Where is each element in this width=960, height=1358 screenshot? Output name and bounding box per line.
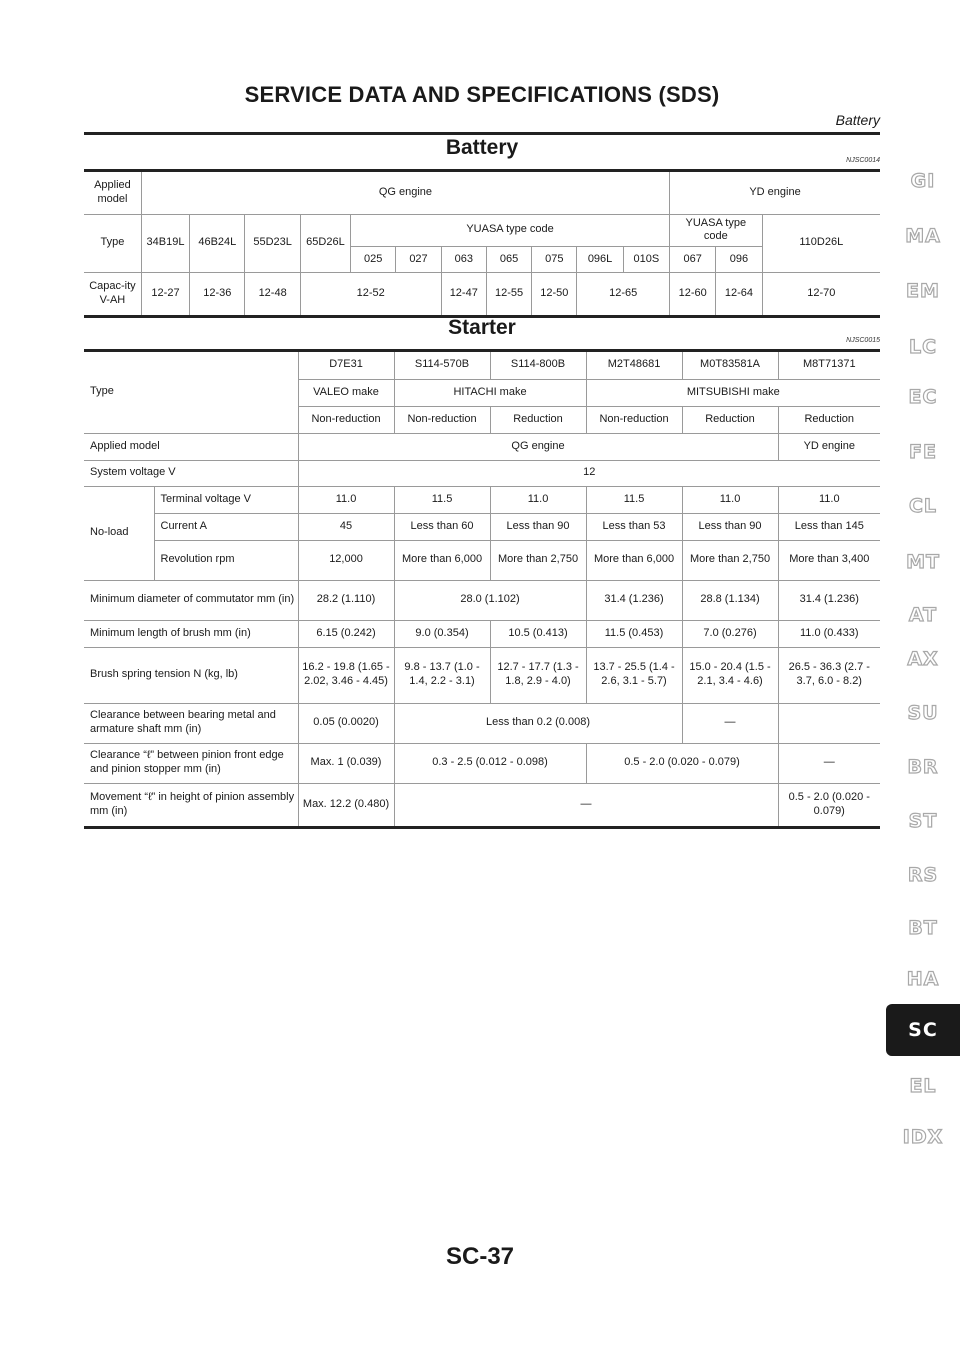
starter-reduction-cell: Non-reduction [394,406,490,433]
side-tab-br[interactable]: BR [907,756,939,778]
battery-capacity-label: Capac-ity V-AH [84,273,141,317]
battery-applied-row [84,172,880,214]
starter-pinion-clearance-label: Clearance “ℓ” between pinion front edge and pinion stopper mm (in) [84,743,298,783]
starter-current-cell: Less than 90 [490,513,586,540]
starter-spring-row [84,647,880,703]
page-number: SC-37 [445,1243,515,1270]
battery-yuasa-code: 075 [532,247,577,273]
starter-movement-cell: 0.5 - 2.0 (0.020 - 0.079) [778,783,880,827]
starter-yd-engine: YD engine [778,433,880,460]
starter-type-label: Type [84,352,298,433]
starter-reduction-cell: Non-reduction [586,406,682,433]
starter-revolution-cell: More than 3,400 [778,540,880,580]
side-tab-sc-active[interactable]: SC [886,1004,960,1056]
battery-applied-label: Applied model [84,172,141,214]
side-tab-ax[interactable]: AX [907,648,939,670]
side-tab-el[interactable]: EL [909,1075,937,1097]
starter-brush-length-cell: 9.0 (0.354) [394,620,490,647]
starter-spring-cell: 9.8 - 13.7 (1.0 - 1.4, 2.2 - 3.1) [394,647,490,703]
starter-reduction-cell: Reduction [490,406,586,433]
battery-type-label: Type [84,214,141,273]
starter-model-row [84,352,880,379]
battery-qg-engine: QG engine [141,172,669,214]
page-header-title: SERVICE DATA AND SPECIFICATIONS (SDS) [244,82,720,107]
side-tab-ma[interactable]: MA [905,225,941,247]
battery-yuasa-code: 010S [623,247,669,273]
starter-brush-length-cell: 11.5 (0.453) [586,620,682,647]
side-tab-ec[interactable]: EC [908,386,938,408]
starter-terminal-cell: 11.0 [298,486,394,513]
starter-current-cell: Less than 90 [682,513,778,540]
battery-capacity-cell: 12-50 [532,273,577,317]
starter-reduction-cell: Non-reduction [298,406,394,433]
starter-commutator-cell: 28.0 (1.102) [394,580,586,620]
starter-terminal-label: Terminal voltage V [154,486,298,513]
starter-spring-cell: 15.0 - 20.4 (1.5 - 2.1, 3.4 - 4.6) [682,647,778,703]
starter-current-cell: 45 [298,513,394,540]
starter-voltage-row [84,460,880,486]
side-tab-lc[interactable]: LC [908,336,938,358]
battery-type-cell: 46B24L [190,214,245,273]
starter-noload-label: No-load [84,486,154,580]
starter-spring-cell: 13.7 - 25.5 (1.4 - 2.6, 3.1 - 5.7) [586,647,682,703]
starter-spring-cell: 16.2 - 19.8 (1.65 - 2.02, 3.46 - 4.45) [298,647,394,703]
starter-model-cell: S114-800B [490,352,586,379]
header-rule [84,132,880,135]
battery-yd-type: 110D26L [762,214,880,273]
battery-capacity-cell: 12-60 [670,273,716,317]
side-tab-ha[interactable]: HA [906,968,940,990]
side-tab-idx[interactable]: IDX [902,1126,944,1148]
starter-terminal-row [84,486,880,513]
side-tab-st[interactable]: ST [908,810,938,832]
starter-commutator-cell: 31.4 (1.236) [778,580,880,620]
battery-capacity-cell: 12-70 [762,273,880,317]
side-tab-bt[interactable]: BT [908,917,938,939]
battery-capacity-cell: 12-47 [441,273,486,317]
starter-spring-cell: 26.5 - 36.3 (2.7 - 3.7, 6.0 - 8.2) [778,647,880,703]
starter-terminal-cell: 11.0 [490,486,586,513]
starter-make-cell: VALEO make [298,379,394,406]
starter-bearing-row [84,703,880,743]
battery-capacity-cell: 12-52 [300,273,441,317]
starter-current-cell: Less than 53 [586,513,682,540]
starter-commutator-row [84,580,880,620]
battery-yuasa-code: 027 [396,247,441,273]
battery-yuasa-code: 096 [716,247,762,273]
starter-movement-cell: Max. 12.2 (0.480) [298,783,394,827]
starter-brush-length-label: Minimum length of brush mm (in) [84,620,298,647]
battery-yuasa-label: YUASA type code [351,214,670,247]
starter-pinion-clearance-cell: Max. 1 (0.039) [298,743,394,783]
starter-section-title: Starter [448,316,516,339]
starter-spring-cell: 12.7 - 17.7 (1.3 - 1.8, 2.9 - 4.0) [490,647,586,703]
starter-current-row [84,513,880,540]
side-tab-at[interactable]: AT [908,604,938,626]
battery-yuasa-code: 063 [441,247,486,273]
starter-qg-engine: QG engine [298,433,778,460]
starter-current-cell: Less than 145 [778,513,880,540]
starter-current-label: Current A [154,513,298,540]
battery-type-cell: 55D23L [245,214,300,273]
starter-model-cell: S114-570B [394,352,490,379]
starter-bearing-label: Clearance between bearing metal and armature shaft mm (in) [84,703,298,743]
battery-spec-table [84,172,880,318]
starter-brush-length-row [84,620,880,647]
side-tab-rs[interactable]: RS [907,864,939,886]
battery-yd-engine: YD engine [670,172,880,214]
starter-spring-label: Brush spring tension N (kg, lb) [84,647,298,703]
starter-spec-table [84,352,880,829]
starter-brush-length-cell: 10.5 (0.413) [490,620,586,647]
starter-voltage-value: 12 [298,460,880,486]
starter-applied-row [84,433,880,460]
page-header-subtitle: Battery [835,112,880,128]
starter-current-cell: Less than 60 [394,513,490,540]
battery-yuasa-code: 025 [351,247,396,273]
battery-yuasa-code: 096L [577,247,623,273]
starter-terminal-cell: 11.5 [586,486,682,513]
starter-make-cell: MITSUBISHI make [586,379,880,406]
starter-reduction-cell: Reduction [682,406,778,433]
starter-applied-label: Applied model [84,433,298,460]
starter-model-cell: M0T83581A [682,352,778,379]
starter-bearing-cell: 0.05 (0.0020) [298,703,394,743]
starter-voltage-label: System voltage V [84,460,298,486]
battery-type-cell: 65D26L [300,214,350,273]
starter-commutator-label: Minimum diameter of commutator mm (in) [84,580,298,620]
side-tab-em[interactable]: EM [906,280,940,302]
starter-terminal-cell: 11.0 [682,486,778,513]
starter-commutator-cell: 31.4 (1.236) [586,580,682,620]
side-tab-mt[interactable]: MT [906,551,940,573]
starter-revolution-cell: More than 2,750 [682,540,778,580]
battery-yuasa-code: 065 [486,247,531,273]
starter-revolution-label: Revolution rpm [154,540,298,580]
battery-capacity-cell: 12-55 [486,273,531,317]
starter-movement-cell: — [394,783,778,827]
starter-terminal-cell: 11.5 [394,486,490,513]
battery-capacity-cell: 12-64 [716,273,762,317]
starter-bearing-cell: Less than 0.2 (0.008) [394,703,682,743]
starter-commutator-cell: 28.8 (1.134) [682,580,778,620]
starter-brush-length-cell: 6.15 (0.242) [298,620,394,647]
starter-revolution-cell: More than 6,000 [394,540,490,580]
battery-section-title: Battery [445,136,519,159]
battery-yuasa-code: 067 [670,247,716,273]
starter-pinion-clearance-cell: 0.3 - 2.5 (0.012 - 0.098) [394,743,586,783]
battery-yuasa-label: YUASA type code [670,214,763,247]
starter-bearing-cell: — [682,703,778,743]
battery-type-row [84,214,880,247]
starter-terminal-cell: 11.0 [778,486,880,513]
starter-model-cell: D7E31 [298,352,394,379]
battery-capacity-row [84,273,880,317]
side-tab-gi[interactable]: GI [910,170,936,192]
starter-revolution-cell: More than 2,750 [490,540,586,580]
side-tab-su[interactable]: SU [907,702,939,724]
starter-make-cell: HITACHI make [394,379,586,406]
starter-revolution-row [84,540,880,580]
starter-commutator-cell: 28.2 (1.110) [298,580,394,620]
battery-capacity-cell: 12-48 [245,273,300,317]
battery-type-cell: 34B19L [141,214,189,273]
battery-capacity-cell: 12-36 [190,273,245,317]
starter-pinion-clearance-cell: — [778,743,880,783]
starter-pinion-clearance-row [84,743,880,783]
battery-capacity-cell: 12-65 [577,273,670,317]
starter-revolution-cell: More than 6,000 [586,540,682,580]
battery-section-code: NJSC0014 [846,157,880,164]
starter-bearing-cell [778,703,880,743]
starter-pinion-clearance-cell: 0.5 - 2.0 (0.020 - 0.079) [586,743,778,783]
side-tab-fe[interactable]: FE [909,441,937,463]
starter-revolution-cell: 12,000 [298,540,394,580]
starter-brush-length-cell: 7.0 (0.276) [682,620,778,647]
starter-reduction-cell: Reduction [778,406,880,433]
starter-brush-length-cell: 11.0 (0.433) [778,620,880,647]
starter-section-code: NJSC0015 [846,337,880,344]
side-tab-cl[interactable]: CL [908,495,938,517]
starter-model-cell: M8T71371 [778,352,880,379]
starter-movement-label: Movement “ℓ” in height of pinion assembly mm (in) [84,783,298,827]
battery-capacity-cell: 12-27 [141,273,189,317]
starter-model-cell: M2T48681 [586,352,682,379]
starter-movement-row [84,783,880,827]
